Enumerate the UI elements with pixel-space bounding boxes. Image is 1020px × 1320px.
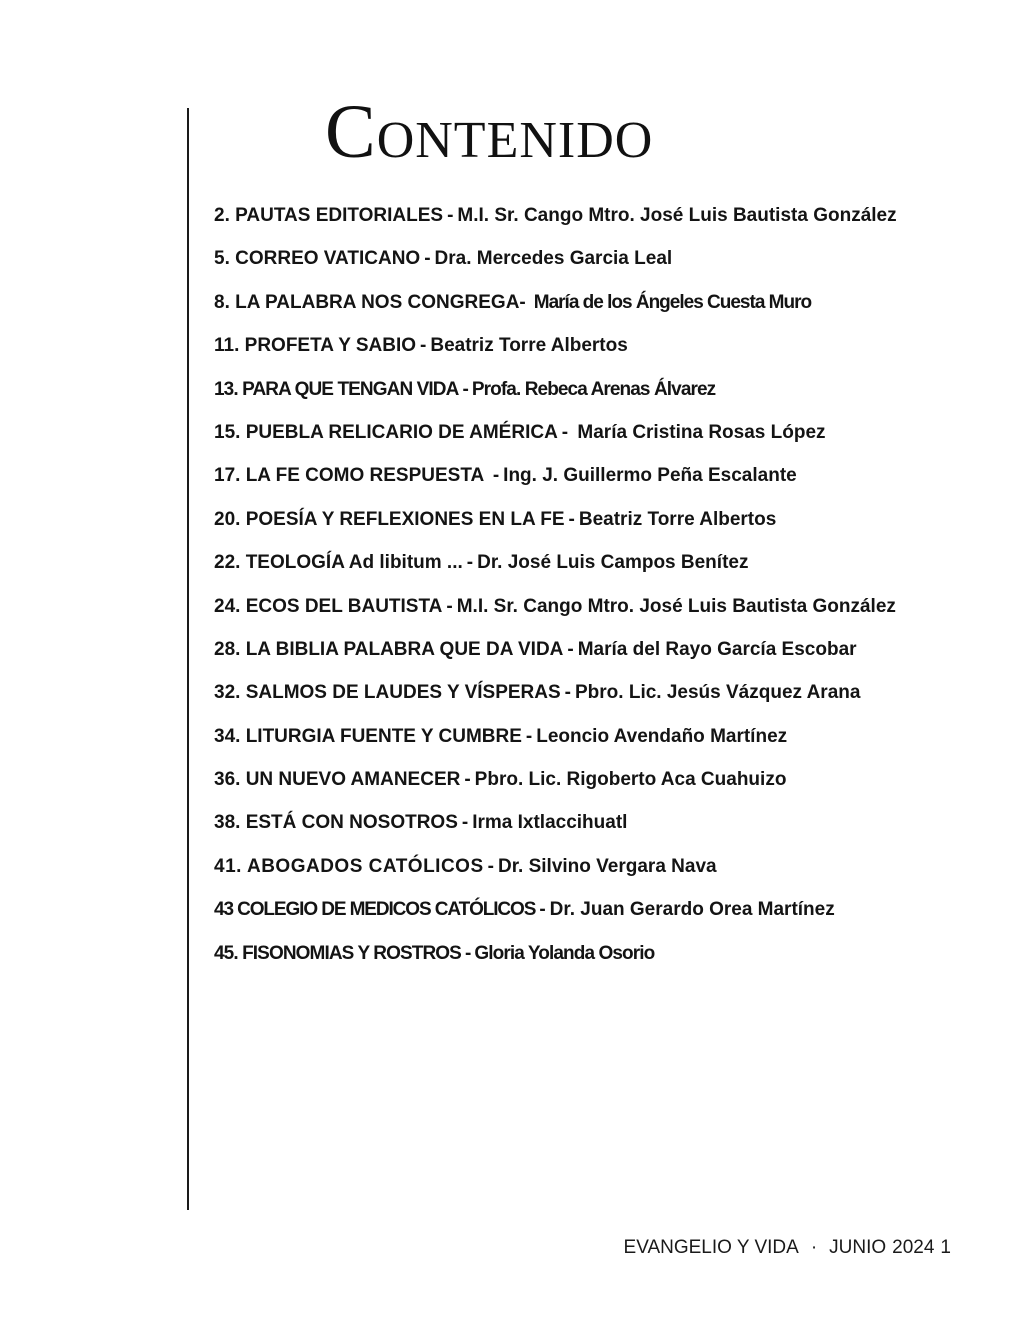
- entry-author: María Cristina Rosas López: [572, 421, 826, 443]
- page-number: 1: [940, 1237, 951, 1258]
- entry-separator: -: [564, 682, 571, 704]
- title-rest: ONTENIDO: [376, 112, 654, 169]
- issue-month: JUNIO: [829, 1237, 887, 1258]
- toc-entry[interactable]: [214, 368, 1004, 411]
- entry-author: Ing. J. Guillermo Peña Escalante: [503, 465, 797, 487]
- issue-year: 2024: [892, 1237, 935, 1258]
- entry-separator: -: [561, 421, 569, 443]
- entry-author: Pbro. Lic. Jesús Vázquez Arana: [575, 682, 861, 704]
- entry-title: 2. PAUTAS EDITORIALES: [214, 205, 444, 226]
- page-footer: [624, 1237, 951, 1259]
- entry-title: 32. SALMOS DE LAUDES Y VÍSPERAS: [214, 682, 561, 704]
- entry-separator: -: [424, 248, 431, 270]
- entry-author: Profa. Rebeca Arenas Álvarez: [471, 378, 716, 400]
- entry-author: María de los Ángeles Cuesta Muro: [533, 291, 812, 313]
- table-of-contents: [214, 194, 1004, 975]
- toc-entry[interactable]: [214, 801, 1004, 844]
- magazine-name: EVANGELIO Y VIDA: [623, 1237, 799, 1258]
- entry-title: 24. ECOS DEL BAUTISTA: [214, 595, 443, 617]
- entry-author: Beatriz Torre Albertos: [430, 335, 628, 357]
- entry-title: 15. PUEBLA RELICARIO DE AMÉRICA: [214, 421, 558, 443]
- footer-separator: ·: [810, 1237, 818, 1258]
- entry-separator: -: [568, 508, 575, 530]
- toc-entry[interactable]: [214, 715, 1004, 758]
- entry-separator: -: [525, 725, 533, 747]
- entry-author: Dr. Juan Gerardo Orea Martínez: [549, 899, 835, 921]
- toc-entry[interactable]: [214, 628, 1004, 671]
- page-title: [325, 92, 653, 181]
- toc-entry[interactable]: [214, 541, 1004, 584]
- entry-separator: -: [461, 812, 469, 834]
- toc-entry[interactable]: [214, 845, 1004, 888]
- entry-author: Beatriz Torre Albertos: [578, 508, 777, 530]
- entry-separator: -: [466, 552, 474, 574]
- entry-author: M.I. Sr. Cango Mtro. José Luis Bautista González: [456, 595, 896, 617]
- entry-title: 11. PROFETA Y SABIO: [214, 335, 417, 357]
- toc-entry[interactable]: [214, 671, 1004, 714]
- entry-title: 5. CORREO VATICANO: [214, 248, 421, 270]
- entry-title: 22. TEOLOGÍA Ad libitum ...: [214, 552, 463, 574]
- entry-separator: -: [446, 595, 453, 617]
- entry-author: Pbro. Lic. Rigoberto Aca Cuahuizo: [474, 769, 787, 791]
- entry-author: Dr. José Luis Campos Benítez: [477, 552, 749, 574]
- toc-entry[interactable]: [214, 758, 1004, 801]
- entry-separator: -: [420, 335, 427, 357]
- entry-title: 38. ESTÁ CON NOSOTROS: [214, 812, 458, 834]
- entry-title: 34. LITURGIA FUENTE Y CUMBRE: [214, 725, 522, 747]
- entry-author: María del Rayo García Escobar: [577, 638, 857, 660]
- entry-separator: -: [487, 855, 494, 877]
- toc-entry[interactable]: [214, 324, 1004, 367]
- toc-entry[interactable]: [214, 281, 1004, 324]
- entry-title: 8. LA PALABRA NOS CONGREGA-: [214, 291, 526, 313]
- entry-title: 41. ABOGADOS CATÓLICOS: [214, 855, 484, 877]
- toc-entry[interactable]: [214, 411, 1004, 454]
- entry-separator: -: [447, 205, 454, 226]
- entry-author: Dra. Mercedes Garcia Leal: [434, 248, 673, 270]
- entry-author: M.I. Sr. Cango Mtro. José Luis Bautista González: [457, 205, 897, 226]
- entry-author: Leoncio Avendaño Martínez: [536, 725, 788, 747]
- entry-title: 17. LA FE COMO RESPUESTA: [214, 465, 489, 487]
- entry-title: 13. PARA QUE TENGAN VIDA: [214, 378, 459, 400]
- title-initial: C: [325, 90, 377, 174]
- entry-author: Irma Ixtlaccihuatl: [472, 812, 628, 834]
- entry-author: Gloria Yolanda Osorio: [474, 942, 655, 964]
- entry-title: 28. LA BIBLIA PALABRA QUE DA VIDA: [214, 638, 564, 660]
- toc-entry[interactable]: [214, 585, 1004, 628]
- entry-separator: -: [492, 465, 500, 487]
- entry-separator: -: [539, 899, 546, 921]
- toc-entry[interactable]: [214, 194, 1004, 237]
- entry-author: Dr. Silvino Vergara Nava: [497, 855, 717, 877]
- entry-separator: -: [567, 638, 574, 660]
- vertical-rule: [187, 108, 189, 1210]
- entry-separator: -: [462, 378, 468, 400]
- entry-title: 36. UN NUEVO AMANECER: [214, 769, 461, 791]
- entry-title: 20. POESÍA Y REFLEXIONES EN LA FE: [214, 508, 565, 530]
- toc-entry[interactable]: [214, 888, 1004, 931]
- entry-title: 43 COLEGIO DE MEDICOS CATÓLICOS: [214, 899, 536, 921]
- toc-entry[interactable]: [214, 498, 1004, 541]
- entry-title: 45. FISONOMIAS Y ROSTROS: [214, 942, 461, 964]
- toc-entry[interactable]: [214, 237, 1004, 280]
- entry-separator: -: [464, 769, 471, 791]
- entry-separator: -: [464, 942, 471, 964]
- toc-entry[interactable]: [214, 454, 1004, 497]
- toc-entry[interactable]: [214, 932, 1004, 975]
